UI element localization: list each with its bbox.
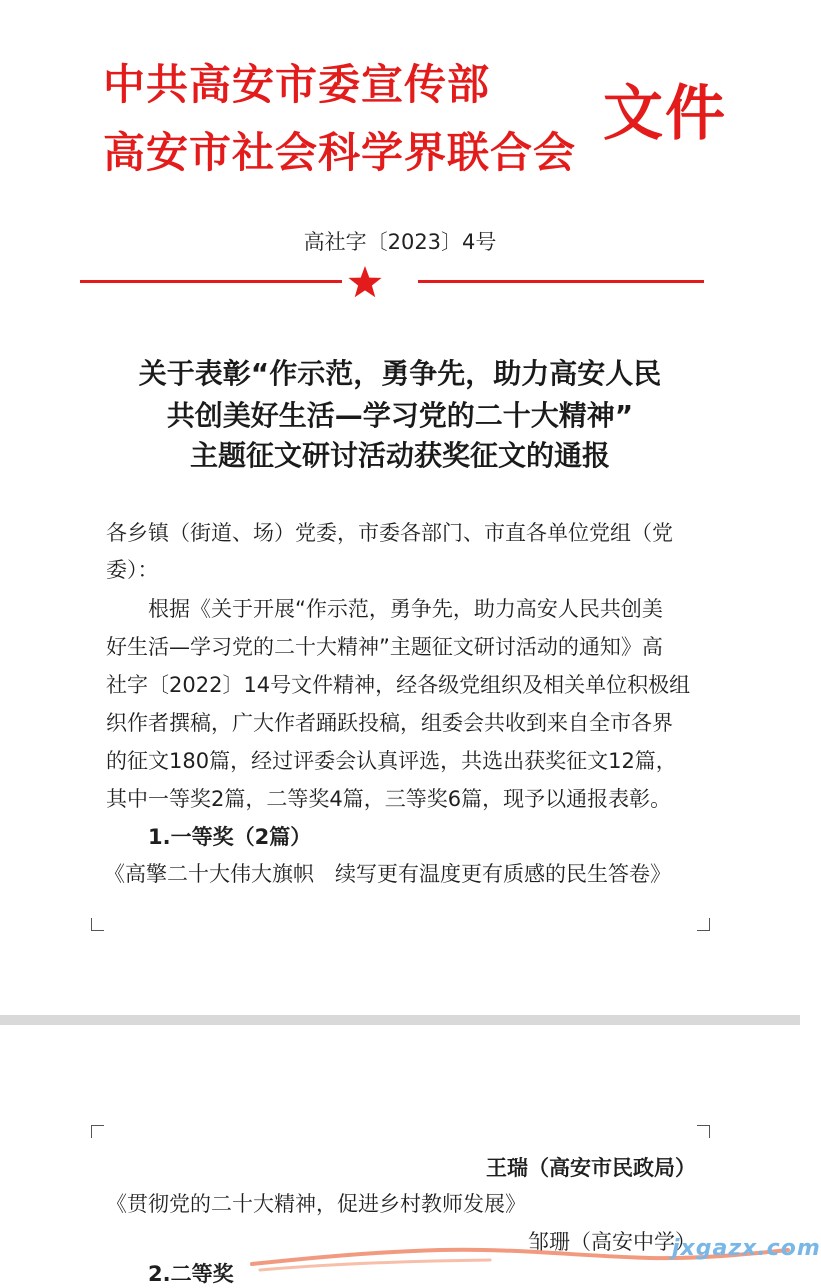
title-line-1: 关于表彰“作示范，勇争先，助力高安人民 [138, 357, 662, 390]
paragraph-line: 的征文180篇，经过评委会认真评选，共选出获奖征文12篇， [106, 749, 677, 773]
addressee-line-1: 各乡镇（街道、场）党委，市委各部门、市直各单位党组（党 [106, 521, 673, 545]
paragraph-line: 好生活—学习党的二十大精神”主题征文研讨活动的通知》高 [106, 635, 663, 659]
section-heading-first-prize: 1.一等奖（2篇） [148, 825, 312, 849]
red-star-icon [347, 265, 383, 299]
award-title: 《贯彻党的二十大精神，促进乡村教师发展》 [106, 1192, 526, 1216]
red-divider-left [80, 280, 342, 283]
award-author: 邹珊（高安中学） [528, 1230, 696, 1254]
title-line-3: 主题征文研讨活动获奖征文的通报 [189, 439, 610, 472]
page-corner-mark [91, 918, 104, 931]
page-corner-mark [697, 918, 710, 931]
title-line-2: 共创美好生活—学习党的二十大精神” [166, 399, 634, 432]
addressee-line-2: 委）： [106, 558, 159, 582]
paragraph-line: 织作者撰稿，广大作者踊跃投稿，组委会共收到来自全市各界 [106, 711, 673, 735]
issuing-org-line-1: 中共高安市委宣传部 [103, 60, 491, 109]
paragraph-line: 根据《关于开展“作示范，勇争先，助力高安人民共创美 [148, 597, 663, 621]
page-separator [0, 1015, 800, 1025]
award-title: 《高擎二十大伟大旗帜 续写更有温度更有质感的民生答卷》 [104, 862, 671, 886]
paragraph-line: 其中一等奖2篇，二等奖4篇，三等奖6篇，现予以通报表彰。 [106, 787, 672, 811]
page-corner-mark [91, 1125, 104, 1138]
document-type-label: 文件 [603, 79, 727, 149]
site-watermark: jxgazx.com [672, 1236, 821, 1261]
award-author: 王瑞（高安市民政局） [486, 1156, 696, 1180]
section-heading-second-prize: 2.二等奖 [148, 1262, 234, 1286]
red-divider-right [418, 280, 704, 283]
issuing-org-line-2: 高安市社会科学界联合会 [103, 128, 577, 177]
document-number: 高社字〔2023〕4号 [303, 230, 497, 254]
page-corner-mark [697, 1125, 710, 1138]
paragraph-line: 社字〔2022〕14号文件精神，经各级党组织及相关单位积极组 [106, 673, 691, 697]
